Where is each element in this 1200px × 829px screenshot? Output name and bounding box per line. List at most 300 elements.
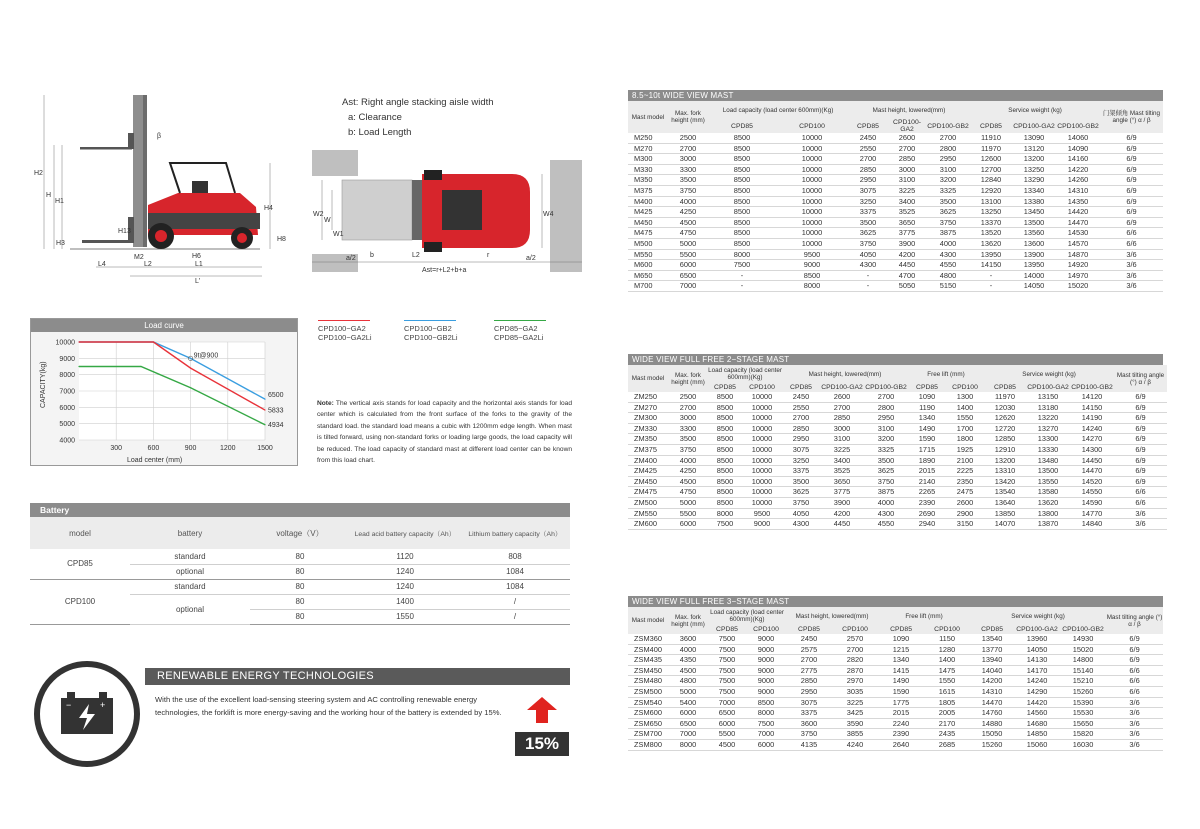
subheader: CPD100: [832, 625, 878, 634]
table-cell: 13940: [970, 655, 1014, 666]
table-cell: 3525: [888, 207, 926, 218]
battery-lead: 1240: [350, 579, 460, 594]
table-cell: 3425: [832, 708, 878, 719]
table-cell: 4350: [668, 655, 708, 666]
dim-h13: H13: [118, 228, 131, 235]
table-cell: 13200: [1012, 154, 1056, 165]
subheader: CPD85: [708, 119, 776, 133]
dim-m2: M2: [134, 254, 144, 261]
subheader: CPD100-GA2: [1027, 384, 1069, 391]
table-cell: 6/9: [1100, 207, 1163, 218]
table-cell: 3000: [888, 164, 926, 175]
table-cell: 10000: [776, 217, 848, 228]
table-cell: 3250: [848, 196, 888, 207]
table-cell: 4000: [864, 497, 908, 508]
table-cell: 6/9: [1114, 466, 1167, 477]
note-label: Note:: [317, 400, 334, 407]
table-cell: 9000: [746, 655, 786, 666]
table-cell: 3750: [864, 476, 908, 487]
table-row: [628, 508, 1167, 519]
table-row: [628, 634, 1163, 644]
table-cell: 1805: [924, 697, 970, 708]
table-cell: 6/9: [1100, 175, 1163, 186]
x-axis-label: Load center (mm): [127, 457, 183, 464]
table-cell: 14060: [1056, 133, 1100, 143]
battery-lead: 1120: [350, 549, 460, 564]
table-cell: 13380: [1012, 196, 1056, 207]
table-cell: 5500: [668, 508, 708, 519]
subheader: CPD100-GA2: [1014, 625, 1060, 634]
table-cell: 8500: [708, 217, 776, 228]
table-cell: 8500: [708, 154, 776, 165]
table-cell: 12920: [970, 185, 1012, 196]
subheader: CPD85: [984, 383, 1026, 392]
table-cell: 2850: [848, 164, 888, 175]
table-cell: 13640: [984, 497, 1026, 508]
table-row: [628, 466, 1167, 477]
table-cell: 1775: [878, 697, 924, 708]
table-cell: 15210: [1060, 676, 1106, 687]
subheader: CPD100-GB2: [1056, 119, 1100, 133]
battery-voltage: 80: [250, 609, 350, 624]
table-cell: 15650: [1060, 718, 1106, 729]
table-cell: 13250: [1012, 164, 1056, 175]
table-cell: 10000: [776, 164, 848, 175]
dim-h8: H8: [277, 236, 286, 243]
table-cell: 3150: [946, 519, 984, 530]
table-cell: 1280: [924, 644, 970, 655]
subheader: CPD100: [742, 383, 782, 392]
table-cell: 12030: [984, 402, 1026, 413]
battery-voltage: 80: [250, 579, 350, 594]
table-row: [628, 185, 1163, 196]
table-cell: 3075: [786, 697, 832, 708]
mast3-rows: [628, 634, 1163, 750]
table-cell: 6/9: [1100, 143, 1163, 154]
arrow-up-icon: [527, 697, 557, 723]
table-cell: 6/9: [1106, 655, 1163, 666]
battery-lead: 1400: [350, 594, 460, 609]
battery-plus-sign: +: [100, 700, 106, 710]
table-cell: 1700: [946, 423, 984, 434]
table-cell: 10000: [776, 154, 848, 165]
mast-model-cell: ZM550: [628, 508, 668, 519]
table-cell: 4300: [848, 260, 888, 271]
table-cell: 6/9: [1114, 455, 1167, 466]
table-cell: 2100: [946, 455, 984, 466]
battery-header-battery: battery: [130, 517, 250, 549]
battery-title: Battery: [30, 503, 570, 517]
wide-view-mast-table: [628, 90, 1163, 292]
subheader: CPD85: [908, 383, 946, 392]
table-cell: 7000: [746, 729, 786, 740]
table-cell: 4750: [668, 228, 708, 239]
table-cell: 5000: [668, 686, 708, 697]
table-cell: 8500: [708, 175, 776, 186]
table-cell: 1550: [946, 413, 984, 424]
table-cell: 8500: [708, 238, 776, 249]
table-cell: 6/6: [1114, 497, 1167, 508]
subheader: CPD100-GB2: [1060, 625, 1106, 634]
table-cell: 2950: [864, 413, 908, 424]
header-service-weight: Service weight (kg): [970, 607, 1106, 625]
table-cell: 2940: [908, 519, 946, 530]
series-point: [264, 424, 265, 425]
table-cell: 1550: [924, 676, 970, 687]
subheader: CPD85: [708, 625, 746, 634]
header-tilt-angle: Mast tilting angle (°) α / β: [1106, 607, 1163, 634]
forklift-top-view: [312, 150, 582, 280]
table-cell: 15060: [1014, 739, 1060, 750]
note-text: The vertical axis stands for load capacity and the horizontal axis stands for load center which is calculated from the front surface of the forks to the gravity of the standard load. the standard load means a cubic with 1200mm edge length. When mast is tilted forward, using non-standard forks or loading large goods, the load capacity will be reduced. The load capacity of standard mast at different load center can be known from this load chart.: [317, 400, 572, 465]
dim-w1: W1: [333, 231, 344, 238]
table-cell: 6/9: [1106, 644, 1163, 655]
table-cell: 2005: [924, 708, 970, 719]
table-cell: 4200: [888, 249, 926, 260]
table-cell: 1490: [908, 423, 946, 434]
table-cell: 3625: [782, 487, 820, 498]
y-tick-label: 9000: [59, 355, 75, 363]
table-cell: 6/9: [1100, 154, 1163, 165]
y-tick-label: 6000: [59, 404, 75, 412]
mast-model-cell: ZM475: [628, 487, 668, 498]
table-row: [30, 579, 570, 594]
table-cell: 7500: [708, 260, 776, 271]
table-cell: 3400: [820, 455, 864, 466]
table-cell: 4300: [864, 508, 908, 519]
table-cell: 14070: [984, 519, 1026, 530]
header-free-lift: Free lift (mm): [908, 365, 984, 383]
header-tilt-angle: 门架倾角 Mast tilting angle (°) α / β: [1100, 101, 1163, 133]
subheader: CPD100-GB2: [926, 119, 970, 133]
table-cell: 2700: [832, 644, 878, 655]
mast-model-cell: ZSM435: [628, 655, 668, 666]
table-cell: 7500: [708, 676, 746, 687]
table-cell: 4000: [668, 455, 708, 466]
subheader: CPD100-GA2: [821, 384, 863, 391]
table-cell: 12850: [984, 434, 1026, 445]
dim-w2: W2: [313, 211, 324, 218]
table-cell: 6/9: [1100, 185, 1163, 196]
table-cell: 5500: [668, 249, 708, 260]
dim-b: b: [370, 252, 374, 259]
table-cell: 13100: [970, 196, 1012, 207]
dim-l4: L4: [98, 261, 106, 268]
table-cell: 3775: [888, 228, 926, 239]
table-cell: 6500: [708, 708, 746, 719]
dim-r: r: [487, 252, 490, 259]
table-cell: 3600: [786, 718, 832, 729]
mast-model-cell: ZSM540: [628, 697, 668, 708]
mast-model-cell: M375: [628, 185, 668, 196]
table-cell: 13520: [970, 228, 1012, 239]
header-service-weight: Service weight (kg): [970, 101, 1100, 119]
battery-voltage: 80: [250, 594, 350, 609]
table-cell: 9000: [746, 676, 786, 687]
table-cell: 15530: [1060, 708, 1106, 719]
table-cell: 14470: [970, 697, 1014, 708]
table-row: [628, 133, 1163, 143]
table-row: [628, 497, 1167, 508]
table-cell: 2700: [820, 402, 864, 413]
mast-model-cell: M650: [628, 270, 668, 281]
mast-model-cell: ZM425: [628, 466, 668, 477]
table-cell: 10000: [742, 497, 782, 508]
table-cell: 14840: [1070, 519, 1114, 530]
mast-model-cell: M550: [628, 249, 668, 260]
table-row: [628, 175, 1163, 186]
table-cell: 6000: [708, 718, 746, 729]
table-cell: 2970: [832, 676, 878, 687]
table-cell: 6/6: [1114, 487, 1167, 498]
table-cell: -: [848, 270, 888, 281]
subheader: CPD85: [708, 383, 742, 392]
mast-model-cell: M425: [628, 207, 668, 218]
table-cell: 13620: [970, 238, 1012, 249]
load-length-definition: b: Load Length: [348, 127, 412, 138]
table-cell: 13250: [970, 207, 1012, 218]
table-cell: 13310: [984, 466, 1026, 477]
table-cell: 8000: [708, 249, 776, 260]
table-cell: 13600: [1012, 238, 1056, 249]
mast-model-cell: M330: [628, 164, 668, 175]
load-chart-note: [317, 398, 572, 466]
table-cell: 14220: [1056, 164, 1100, 175]
table-row: [628, 718, 1163, 729]
mast-model-cell: M700: [628, 281, 668, 292]
table-cell: 4000: [926, 238, 970, 249]
series-point: [264, 399, 265, 400]
legend-label: CPD85−GA2Li: [494, 333, 544, 342]
table-cell: 5050: [888, 281, 926, 292]
battery-section: [30, 503, 570, 625]
table-cell: 6000: [746, 739, 786, 750]
table-cell: 3/6: [1106, 697, 1163, 708]
table-cell: 12620: [984, 413, 1026, 424]
table-cell: 2550: [782, 402, 820, 413]
table-cell: 2350: [946, 476, 984, 487]
y-tick-label: 5000: [59, 421, 75, 429]
table-cell: 7000: [668, 281, 708, 292]
dim-a2-right: a/2: [526, 255, 536, 262]
dim-a2-left: a/2: [346, 255, 356, 262]
table-cell: 10000: [776, 207, 848, 218]
table-cell: 13200: [984, 455, 1026, 466]
table-cell: 6/6: [1106, 676, 1163, 687]
mast-model-cell: M350: [628, 175, 668, 186]
dim-l2: L2: [144, 261, 152, 268]
table-cell: 3/6: [1106, 729, 1163, 740]
table-cell: 14770: [1070, 508, 1114, 519]
table-cell: 2700: [782, 413, 820, 424]
table-cell: 3855: [832, 729, 878, 740]
series-point: [264, 409, 265, 410]
mast-model-cell: M300: [628, 154, 668, 165]
table-cell: 6/9: [1114, 413, 1167, 424]
table-cell: 3375: [782, 466, 820, 477]
table-cell: 14040: [970, 665, 1014, 676]
table-cell: 13290: [1012, 175, 1056, 186]
table-cell: 14260: [1056, 175, 1100, 186]
series-point: [78, 341, 79, 342]
table-cell: 13540: [984, 487, 1026, 498]
table-cell: 15820: [1060, 729, 1106, 740]
table-cell: 3375: [848, 207, 888, 218]
table-row: [628, 392, 1167, 402]
table-row: [628, 455, 1167, 466]
table-cell: 8500: [708, 487, 742, 498]
table-cell: 5000: [668, 238, 708, 249]
table-cell: 2170: [924, 718, 970, 729]
table-cell: 3500: [668, 175, 708, 186]
header-mast-model: Mast model: [628, 101, 668, 133]
table-cell: 8000: [668, 739, 708, 750]
table-cell: -: [848, 281, 888, 292]
table-cell: 6/9: [1100, 196, 1163, 207]
table-cell: 10000: [776, 175, 848, 186]
table-cell: 7000: [668, 729, 708, 740]
table-cell: 2475: [946, 487, 984, 498]
battery-header-voltage: voltage（V）: [250, 517, 350, 549]
battery-lead: 1240: [350, 564, 460, 579]
ast-definition: Ast: Right angle stacking aisle width: [342, 97, 494, 108]
end-value-label: 4934: [268, 422, 284, 430]
table-cell: 8500: [708, 228, 776, 239]
table-cell: 3100: [820, 434, 864, 445]
table-cell: 3200: [864, 434, 908, 445]
table-cell: 2800: [926, 143, 970, 154]
table-cell: 3375: [786, 708, 832, 719]
table-cell: 14520: [1070, 476, 1114, 487]
table-cell: 4135: [786, 739, 832, 750]
table-cell: 3750: [848, 238, 888, 249]
table-row: [628, 686, 1163, 697]
table-cell: 2950: [786, 686, 832, 697]
table-cell: 2015: [908, 466, 946, 477]
table-cell: 13370: [970, 217, 1012, 228]
angle-beta: β: [157, 133, 162, 140]
forklift-side-view: [30, 85, 290, 300]
battery-type: optional: [130, 564, 250, 579]
table-cell: 8500: [708, 413, 742, 424]
table-cell: 10000: [776, 228, 848, 239]
battery-header-lead: Lead acid battery capacity（Ah）: [350, 517, 460, 549]
table-cell: 2950: [848, 175, 888, 186]
table-cell: 8500: [708, 143, 776, 154]
mast-model-cell: ZSM450: [628, 665, 668, 676]
table-cell: 4500: [708, 739, 746, 750]
mast-model-cell: ZM350: [628, 434, 668, 445]
battery-lead: 1550: [350, 609, 460, 624]
table-cell: 14590: [1070, 497, 1114, 508]
table-cell: 7000: [708, 697, 746, 708]
table-cell: 13180: [1026, 402, 1070, 413]
table-cell: -: [708, 270, 776, 281]
table-cell: 2390: [908, 497, 946, 508]
x-tick-label: 1500: [257, 445, 273, 452]
table-cell: 2950: [782, 434, 820, 445]
renewable-title: RENEWABLE ENERGY TECHNOLOGIES: [145, 668, 570, 685]
legend-label: CPD100−GA2: [318, 324, 366, 333]
chart-annotation: 9t@900: [193, 352, 219, 360]
table-row: [628, 164, 1163, 175]
table-cell: 13900: [1012, 249, 1056, 260]
subheader: CPD100-GA2: [1012, 119, 1056, 133]
legend-swatch-blue: [404, 320, 456, 321]
table-cell: 14470: [1056, 217, 1100, 228]
table-cell: 4450: [820, 519, 864, 530]
table-cell: 4800: [668, 676, 708, 687]
table-cell: 4300: [782, 519, 820, 530]
table-cell: 2575: [786, 644, 832, 655]
series-point: [153, 341, 154, 342]
mast-model-cell: ZM250: [628, 392, 668, 402]
clearance-definition: a: Clearance: [348, 112, 402, 123]
table-cell: 1590: [878, 686, 924, 697]
table-cell: 1215: [878, 644, 924, 655]
mast-model-cell: M600: [628, 260, 668, 271]
table-cell: 15260: [970, 739, 1014, 750]
table-cell: 8500: [708, 476, 742, 487]
table-cell: 10000: [742, 466, 782, 477]
table-cell: 3035: [832, 686, 878, 697]
table-cell: 13300: [1026, 434, 1070, 445]
subheader: CPD85: [782, 383, 820, 392]
table-cell: 2850: [786, 676, 832, 687]
table-cell: 1190: [908, 402, 946, 413]
table-cell: 8500: [708, 196, 776, 207]
table-cell: 3/6: [1106, 718, 1163, 729]
table-cell: 8500: [708, 434, 742, 445]
header-service-weight: Service weight (kg): [984, 365, 1114, 383]
table-row: [628, 676, 1163, 687]
table-cell: 13090: [1012, 133, 1056, 143]
table-row: [628, 270, 1163, 281]
curve-legend-cpd85: [494, 320, 546, 342]
table-cell: 2390: [878, 729, 924, 740]
table-cell: 3500: [864, 455, 908, 466]
header-mast-height: Mast height, lowered(mm): [848, 101, 970, 119]
table-cell: 3500: [926, 196, 970, 207]
table-cell: 2450: [786, 634, 832, 644]
table-row: [628, 665, 1163, 676]
table-cell: 2600: [820, 392, 864, 402]
table-cell: 9500: [776, 249, 848, 260]
table-cell: 8500: [708, 207, 776, 218]
table-cell: 3/6: [1100, 281, 1163, 292]
table-cell: 15020: [1056, 281, 1100, 292]
legend-label: CPD85−GA2: [494, 324, 538, 333]
table-cell: 3625: [848, 228, 888, 239]
table-cell: 1300: [946, 392, 984, 402]
table-cell: 14850: [1014, 729, 1060, 740]
table-cell: -: [970, 281, 1012, 292]
subheader: CPD100: [776, 119, 848, 133]
table-row: [628, 476, 1167, 487]
table-cell: 2700: [848, 154, 888, 165]
ast-legend: [342, 95, 494, 140]
battery-type: standard: [130, 549, 250, 564]
table-cell: 3325: [926, 185, 970, 196]
table-cell: 5000: [668, 497, 708, 508]
table-cell: 1150: [924, 634, 970, 644]
table-cell: 9500: [742, 508, 782, 519]
table-cell: 13500: [1012, 217, 1056, 228]
table-cell: 14090: [1056, 143, 1100, 154]
table-cell: 11970: [970, 143, 1012, 154]
table-cell: 13960: [1014, 634, 1060, 644]
battery-header-lithium: Lithium battery capacity（Ah）: [460, 517, 570, 549]
